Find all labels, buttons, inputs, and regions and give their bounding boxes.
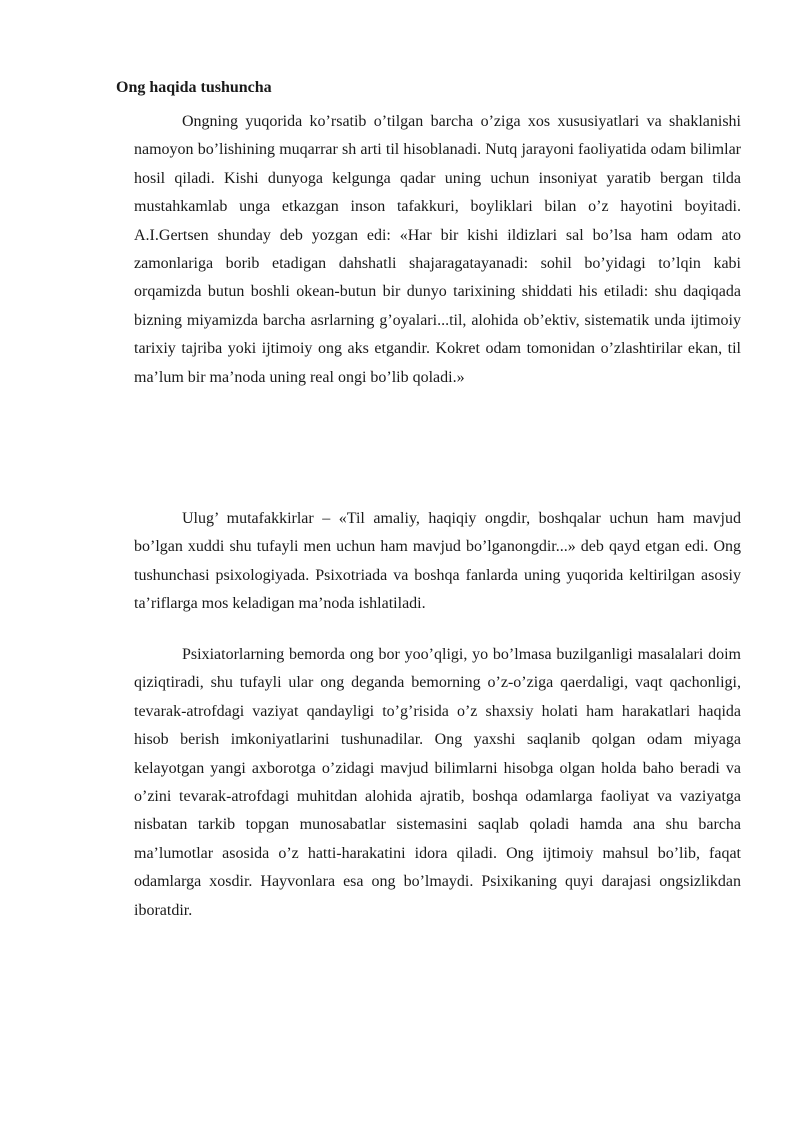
paragraph-1: Ongning yuqorida ko’rsatib o’tilgan barcha o’ziga xos xususiyatlari va shaklanishi namoyon bo’lishining muqarrar sh arti til hisoblanadi. Nutq jarayoni faoliyatida odam bilimlar hosil qiladi. Kishi dunyoga kelgunga qadar uning uchun insoniyat yaratib bergan tilda mustahkamlab unga etkazgan inson tafakkuri, boyliklari bilan o’z hayotini boyitadi. A.I.Gertsen shunday deb yozgan edi: «Har bir kishi ildizlari sal bo’lsa ham odam ato zamonlariga borib etadigan dahshatli shajaragatayanadi: sohil bo’yidagi to’lqin kabi orqamizda butun boshli okean-butun bir dunyo tarixining shiddati his etiladi: shu daqiqada bizning miyamizda barcha asrlarning g’oyalari...til, alohida ob’ektiv, sistematik unda ijtimoiy tarixiy tajriba yoki ijtimoiy ong aks etgandir. Kokret odam tomonidan o’zlashtirilar ekan, til ma’lum bir ma’noda uning real ongi bo’lib qoladi.» [134,113,741,386]
section-title: Ong haqida tushuncha [116,79,272,96]
paragraph-3: Psixiatorlarning bemorda ong bor yoo’qligi, yo bo’lmasa buzilganligi masalalari doim qiziqtiradi, shu tufayli ular ong deganda bemorning o’z-o’ziga qaerdaligi, vaqt qachonligi, tevarak-atrofdagi vaziyat qandayligi to’g’risida o’z shaxsiy holati ham harakatlari haqida hisob berish imkoniyatlarini tushunadilar. Ong yaxshi saqlanib qolgan odam miyaga kelayotgan yangi axborotga o’zidagi mavjud bilimlarni hisobga olgan holda baho beradi va o’zini tevarak-atrofdagi muhitdan alohida ajratib, boshqa odamlarga faoliyat va vaziyatga nisbatan tarkib topgan munosabatlar sistemasini saqlab qoladi hamda ana shu barcha ma’lumotlar asosida o’z hatti-harakatini idora qiladi. Ong ijtimoiy mahsul bo’lib, faqat odamlarga xosdir. Hayvonlara esa ong bo’lmaydi. Psixikaning quyi darajasi ongsizlikdan iboratdir. [134,646,741,919]
paragraph-2: Ulug’ mutafakkirlar – «Til amaliy, haqiqiy ongdir, boshqalar uchun ham mavjud bo’lgan xuddi shu tufayli men uchun ham mavjud bo’lganongdir...» deb qayd etgan edi. Ong tushunchasi psixologiyada. Psixotriada va boshqa fanlarda uning yuqorida keltirilgan asosiy ta’riflarga mos keladigan ma’noda ishlatiladi. [134,510,741,613]
